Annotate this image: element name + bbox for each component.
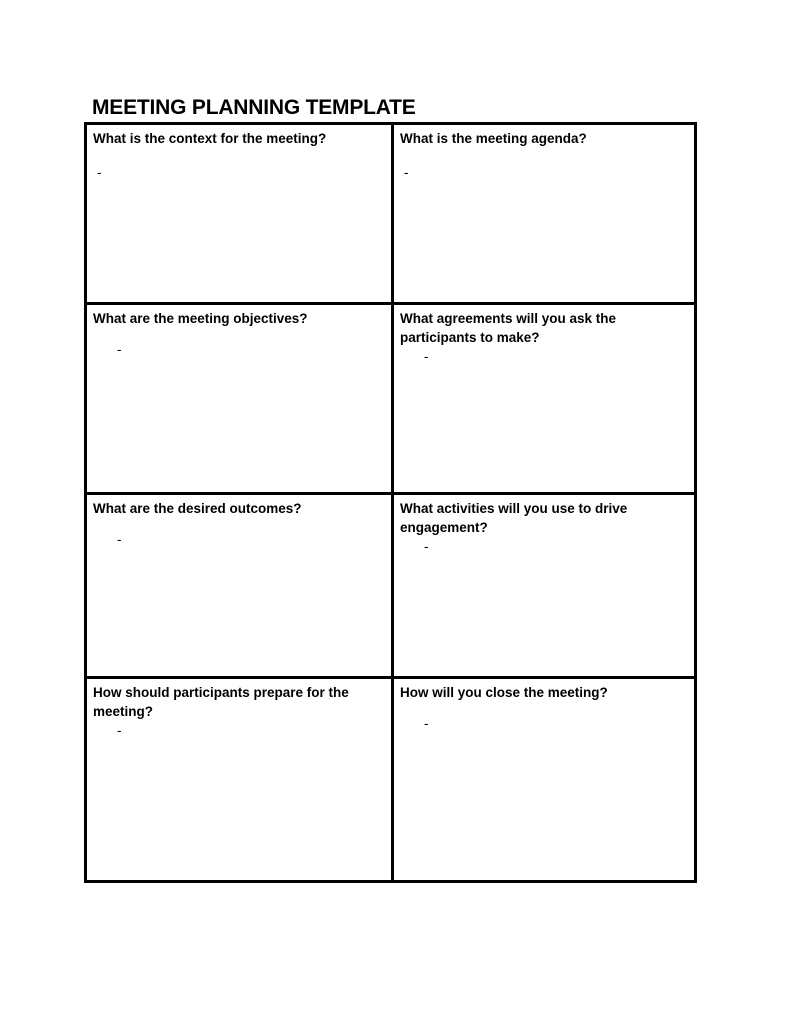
question-context: What is the context for the meeting? <box>93 131 327 146</box>
cell-context[interactable] <box>87 125 391 302</box>
answer-bullet-activities: - <box>424 539 429 554</box>
question-close: How will you close the meeting? <box>400 685 608 700</box>
cell-preparation[interactable] <box>87 679 391 880</box>
cell-activities[interactable] <box>394 495 694 676</box>
question-outcomes: What are the desired outcomes? <box>93 501 302 516</box>
question-preparation: How should participants prepare for the meeting? <box>93 685 349 719</box>
answer-bullet-agreements: - <box>424 349 429 364</box>
answer-bullet-preparation: - <box>117 723 122 738</box>
answer-bullet-objectives: - <box>117 342 122 357</box>
answer-bullet-close: - <box>424 716 429 731</box>
cell-agreements[interactable] <box>394 305 694 492</box>
cell-close[interactable] <box>394 679 694 880</box>
question-agenda: What is the meeting agenda? <box>400 131 587 146</box>
planning-grid <box>84 122 697 883</box>
answer-bullet-outcomes: - <box>117 532 122 547</box>
question-activities: What activities will you use to drive engagement? <box>400 501 628 535</box>
cell-objectives[interactable] <box>87 305 391 492</box>
question-agreements: What agreements will you ask the participants to make? <box>400 311 617 345</box>
page-title: MEETING PLANNING TEMPLATE <box>92 96 416 119</box>
answer-bullet-agenda: - <box>404 165 409 180</box>
cell-agenda[interactable] <box>394 125 694 302</box>
cell-outcomes[interactable] <box>87 495 391 676</box>
question-objectives: What are the meeting objectives? <box>93 311 308 326</box>
answer-bullet-context: - <box>97 165 102 180</box>
